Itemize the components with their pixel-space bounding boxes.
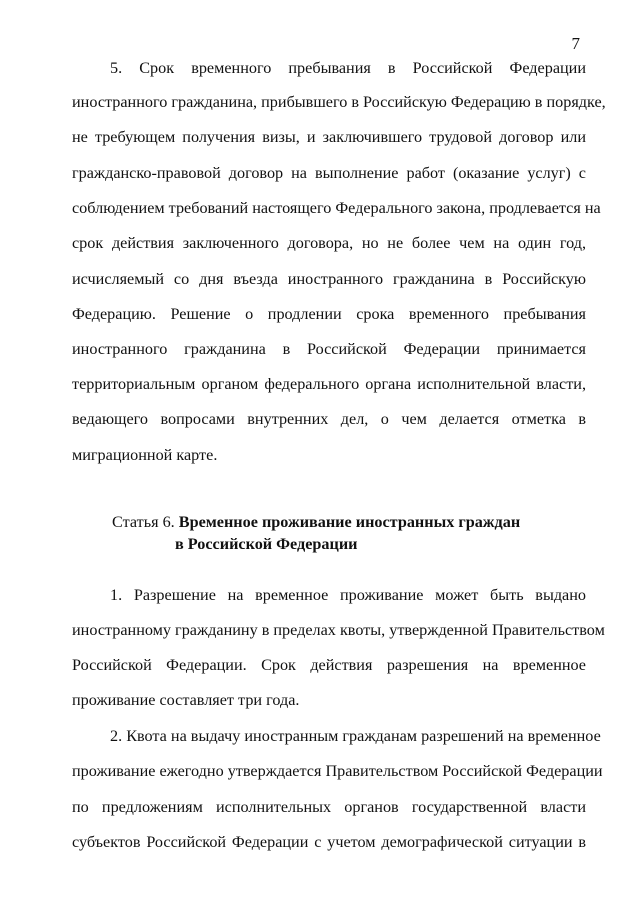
text-line: территориальным органом федерального органа исполнительной власти, [72, 375, 586, 393]
text-line: 5. Срок временного пребывания в Российской Федерации [110, 59, 586, 77]
text-line: проживание ежегодно утверждается Правительством Российской Федерации [72, 762, 603, 780]
text-line: субъектов Российской Федерации с учетом демографической ситуации в [72, 833, 586, 851]
text-line: Федерацию. Решение о продлении срока временного пребывания [72, 305, 586, 323]
article-number: Статья 6. [112, 513, 175, 531]
text-line: 1. Разрешение на временное проживание может быть выдано [110, 586, 586, 604]
article-title-line-2: в Российской Федерации [175, 535, 358, 553]
text-line: Российской Федерации. Срок действия разрешения на временное [72, 656, 586, 674]
article-title-line-1: Временное проживание иностранных граждан [178, 513, 521, 531]
page-number: 7 [571, 34, 580, 53]
text-line: ведающего вопросами внутренних дел, о чем делается отметка в [72, 410, 586, 428]
text-line: иностранному гражданину в пределах квоты, утвержденной Правительством [72, 621, 605, 639]
text-line: иностранного гражданина в Российской Федерации принимается [72, 340, 586, 358]
text-line: миграционной карте. [72, 446, 218, 464]
text-line: проживание составляет три года. [72, 691, 300, 709]
text-line: по предложениям исполнительных органов государственной власти [72, 798, 586, 816]
text-line: не требующем получения визы, и заключившего трудовой договор или [72, 128, 586, 146]
text-line: срок действия заключенного договора, но не более чем на один год, [72, 234, 586, 252]
text-line: гражданско-правовой договор на выполнение работ (оказание услуг) с [72, 164, 586, 182]
text-line: исчисляемый со дня въезда иностранного гражданина в Российскую [72, 270, 586, 288]
text-line: соблюдением требований настоящего Федерального закона, продлевается на [72, 199, 601, 217]
text-line: 2. Квота на выдачу иностранным гражданам разрешений на временное [110, 727, 601, 745]
text-line: иностранного гражданина, прибывшего в Российскую Федерацию в порядке, [72, 93, 606, 111]
